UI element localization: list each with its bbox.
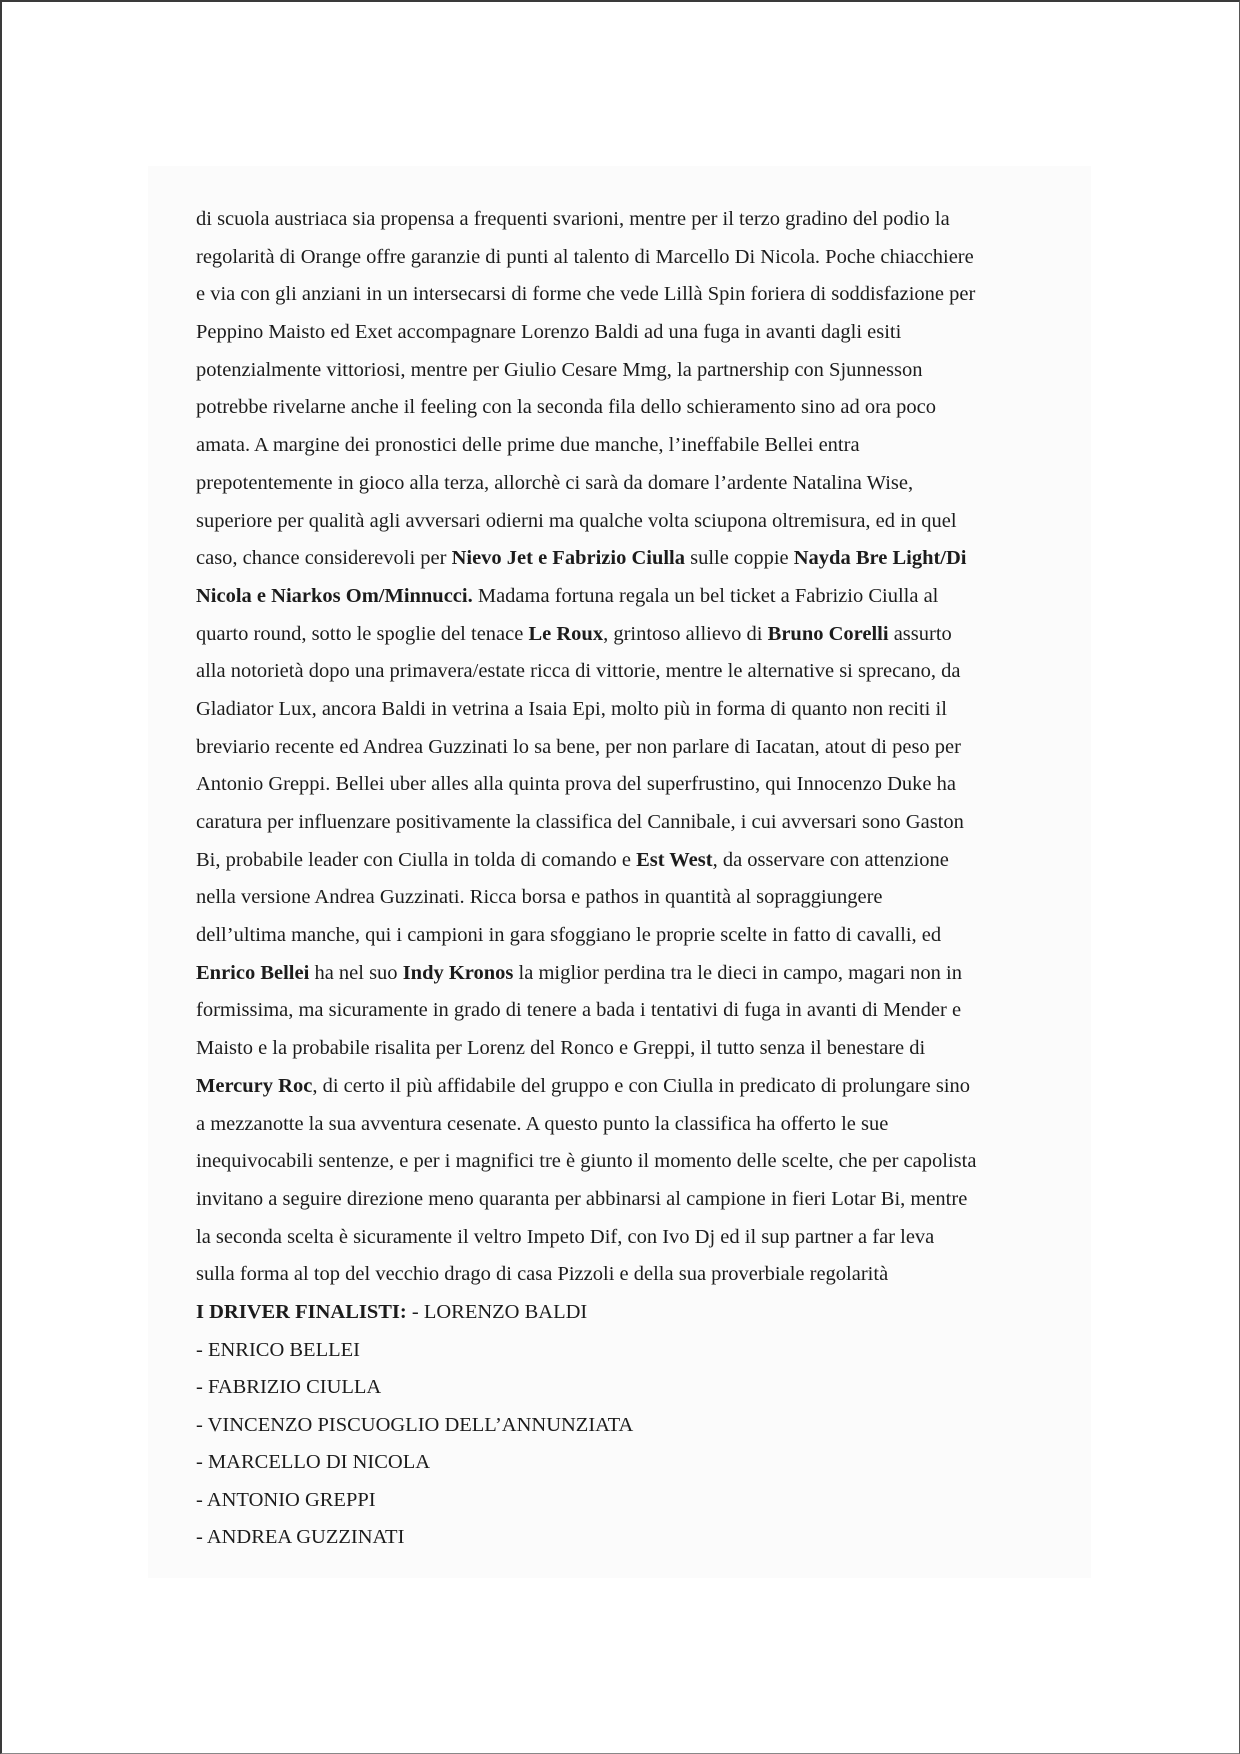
bold-text: Mercury Roc (196, 1074, 313, 1097)
bold-text: Nicola e Niarkos Om/Minnucci. (196, 584, 473, 607)
bold-text: Bruno Corelli (767, 622, 889, 645)
bold-text: Est West (636, 848, 713, 871)
text-line (196, 201, 1076, 239)
text-run: sulla forma al top del vecchio drago di casa Pizzoli e della sua proverbiale regolarità (196, 1263, 889, 1286)
text-run: assurto (888, 622, 952, 645)
text-line (196, 389, 1076, 427)
text-line (196, 1219, 1076, 1257)
text-run: caratura per influenzare positivamente la classifica del Cannibale, i cui avversari sono Gaston (196, 811, 964, 833)
finalist-item: - MARCELLO DI NICOLA (196, 1451, 431, 1474)
text-run: Maisto e la probabile risalita per Lorenz del Ronco e Greppi, il tutto senza il benestare di (196, 1037, 926, 1060)
bold-text: Indy Kronos (402, 961, 514, 984)
text-run: la seconda scelta è sicuramente il veltro Impeto Dif, con Ivo Dj ed il sup partner a far leva (196, 1225, 935, 1248)
text-line (196, 691, 1076, 729)
bold-text: Nayda Bre Light/Di (793, 547, 967, 570)
text-run: quarto round, sotto le spoglie del tenace (196, 622, 529, 645)
text-line (196, 1068, 1076, 1106)
text-run: dell’ultima manche, qui i campioni in gara sfoggiano le proprie scelte in fatto di cavalli, ed (196, 924, 942, 947)
finalist-item: - VINCENZO PISCUOGLIO DELL’ANNUNZIATA (196, 1413, 634, 1436)
text-line (196, 616, 1076, 654)
text-run: potrebbe rivelarne anche il feeling con la seconda fila dello schieramento sino ad ora poco (196, 396, 936, 419)
text-line (196, 1143, 1076, 1181)
text-line (196, 427, 1076, 465)
text-line (196, 879, 1076, 917)
text-run: e via con gli anziani in un intersecarsi di forme che vede Lillà Spin foriera di soddisfazione per (196, 283, 976, 306)
text-line (196, 503, 1076, 541)
document-body (196, 201, 1076, 1557)
bold-text: Nievo Jet e Fabrizio Ciulla (451, 547, 685, 570)
text-run: alla notorietà dopo una primavera/estate ricca di vittorie, mentre le alternative si sprecano, da (196, 660, 961, 683)
text-line (196, 766, 1076, 804)
text-run: la miglior perdina tra le dieci in campo, magari non in (513, 961, 962, 984)
text-run: di scuola austriaca sia propensa a frequenti svarioni, mentre per il terzo gradino del podio la (196, 208, 950, 230)
text-line (196, 992, 1076, 1030)
text-run: , grintoso allievo di (603, 622, 768, 645)
finalist-item: - FABRIZIO CIULLA (196, 1376, 382, 1399)
finalists-heading: I DRIVER FINALISTI: (196, 1300, 407, 1323)
finalists-list (196, 1332, 1076, 1557)
finalist-item: - ANDREA GUZZINATI (196, 1526, 405, 1549)
text-run: Madama fortuna regala un bel ticket a Fabrizio Ciulla al (472, 584, 939, 607)
text-run: superiore per qualità agli avversari odierni ma qualche volta sciupona oltremisura, ed in quel (196, 509, 957, 532)
text-run: caso, chance considerevoli per (196, 547, 452, 570)
text-line (196, 465, 1076, 503)
text-line (196, 729, 1076, 767)
finalist-item: - ENRICO BELLEI (196, 1338, 360, 1361)
text-run: prepotentemente in gioco alla terza, allorchè ci sarà da domare l’ardente Natalina Wise, (196, 471, 914, 494)
text-line (196, 1106, 1076, 1144)
text-line (196, 804, 1076, 842)
text-line (196, 917, 1076, 955)
text-run: Peppino Maisto ed Exet accompagnare Lorenzo Baldi ad una fuga in avanti dagli esiti (196, 321, 902, 344)
article-paragraph (196, 201, 1076, 1294)
finalist-item: - ANTONIO GREPPI (196, 1488, 376, 1511)
text-line (196, 1256, 1076, 1294)
text-line (196, 314, 1076, 352)
finalist-item: - LORENZO BALDI (406, 1300, 588, 1323)
text-line (196, 276, 1076, 314)
bold-text: Le Roux (528, 622, 604, 645)
bold-text: Enrico Bellei (196, 961, 310, 984)
text-run: Antonio Greppi. Bellei uber alles alla quinta prova del superfrustino, qui Innocenzo Duke ha (196, 773, 956, 796)
text-run: , da osservare con attenzione (712, 848, 949, 871)
finalists-heading-line (196, 1294, 1076, 1332)
text-line (196, 1030, 1076, 1068)
text-run: inequivocabili sentenze, e per i magnifici tre è giunto il momento delle scelte, che per capolista (196, 1150, 977, 1173)
text-run: ha nel suo (309, 961, 403, 984)
text-run: breviario recente ed Andrea Guzzinati lo sa bene, per non parlare di Iacatan, atout di peso per (196, 735, 961, 758)
text-run: , di certo il più affidabile del gruppo e con Ciulla in predicato di prolungare sino (312, 1074, 971, 1097)
text-run: sulle coppie (685, 547, 794, 570)
text-line (196, 842, 1076, 880)
text-run: regolarità di Orange offre garanzie di punti al talento di Marcello Di Nicola. Poche chiacchiere (196, 245, 974, 268)
text-run: formissima, ma sicuramente in grado di tenere a bada i tentativi di fuga in avanti di Mender e (196, 999, 962, 1022)
text-run: invitano a seguire direzione meno quaranta per abbinarsi al campione in fieri Lotar Bi, mentre (196, 1187, 968, 1210)
text-run: Gladiator Lux, ancora Baldi in vetrina a Isaia Epi, molto più in forma di quanto non reciti il (196, 697, 947, 720)
text-run: a mezzanotte la sua avventura cesenate. A questo punto la classifica ha offerto le sue (196, 1112, 889, 1135)
text-line (196, 540, 1076, 578)
text-line (196, 239, 1076, 277)
text-line (196, 578, 1076, 616)
text-run: amata. A margine dei pronostici delle prime due manche, l’ineffabile Bellei entra (196, 434, 860, 457)
text-line (196, 653, 1076, 691)
text-run: potenzialmente vittoriosi, mentre per Giulio Cesare Mmg, la partnership con Sjunnesson (196, 358, 923, 381)
text-line (196, 352, 1076, 390)
text-run: Bi, probabile leader con Ciulla in tolda di comando e (196, 848, 637, 871)
text-run: nella versione Andrea Guzzinati. Ricca borsa e pathos in quantità al sopraggiungere (196, 886, 883, 909)
text-line (196, 955, 1076, 993)
text-line (196, 1181, 1076, 1219)
